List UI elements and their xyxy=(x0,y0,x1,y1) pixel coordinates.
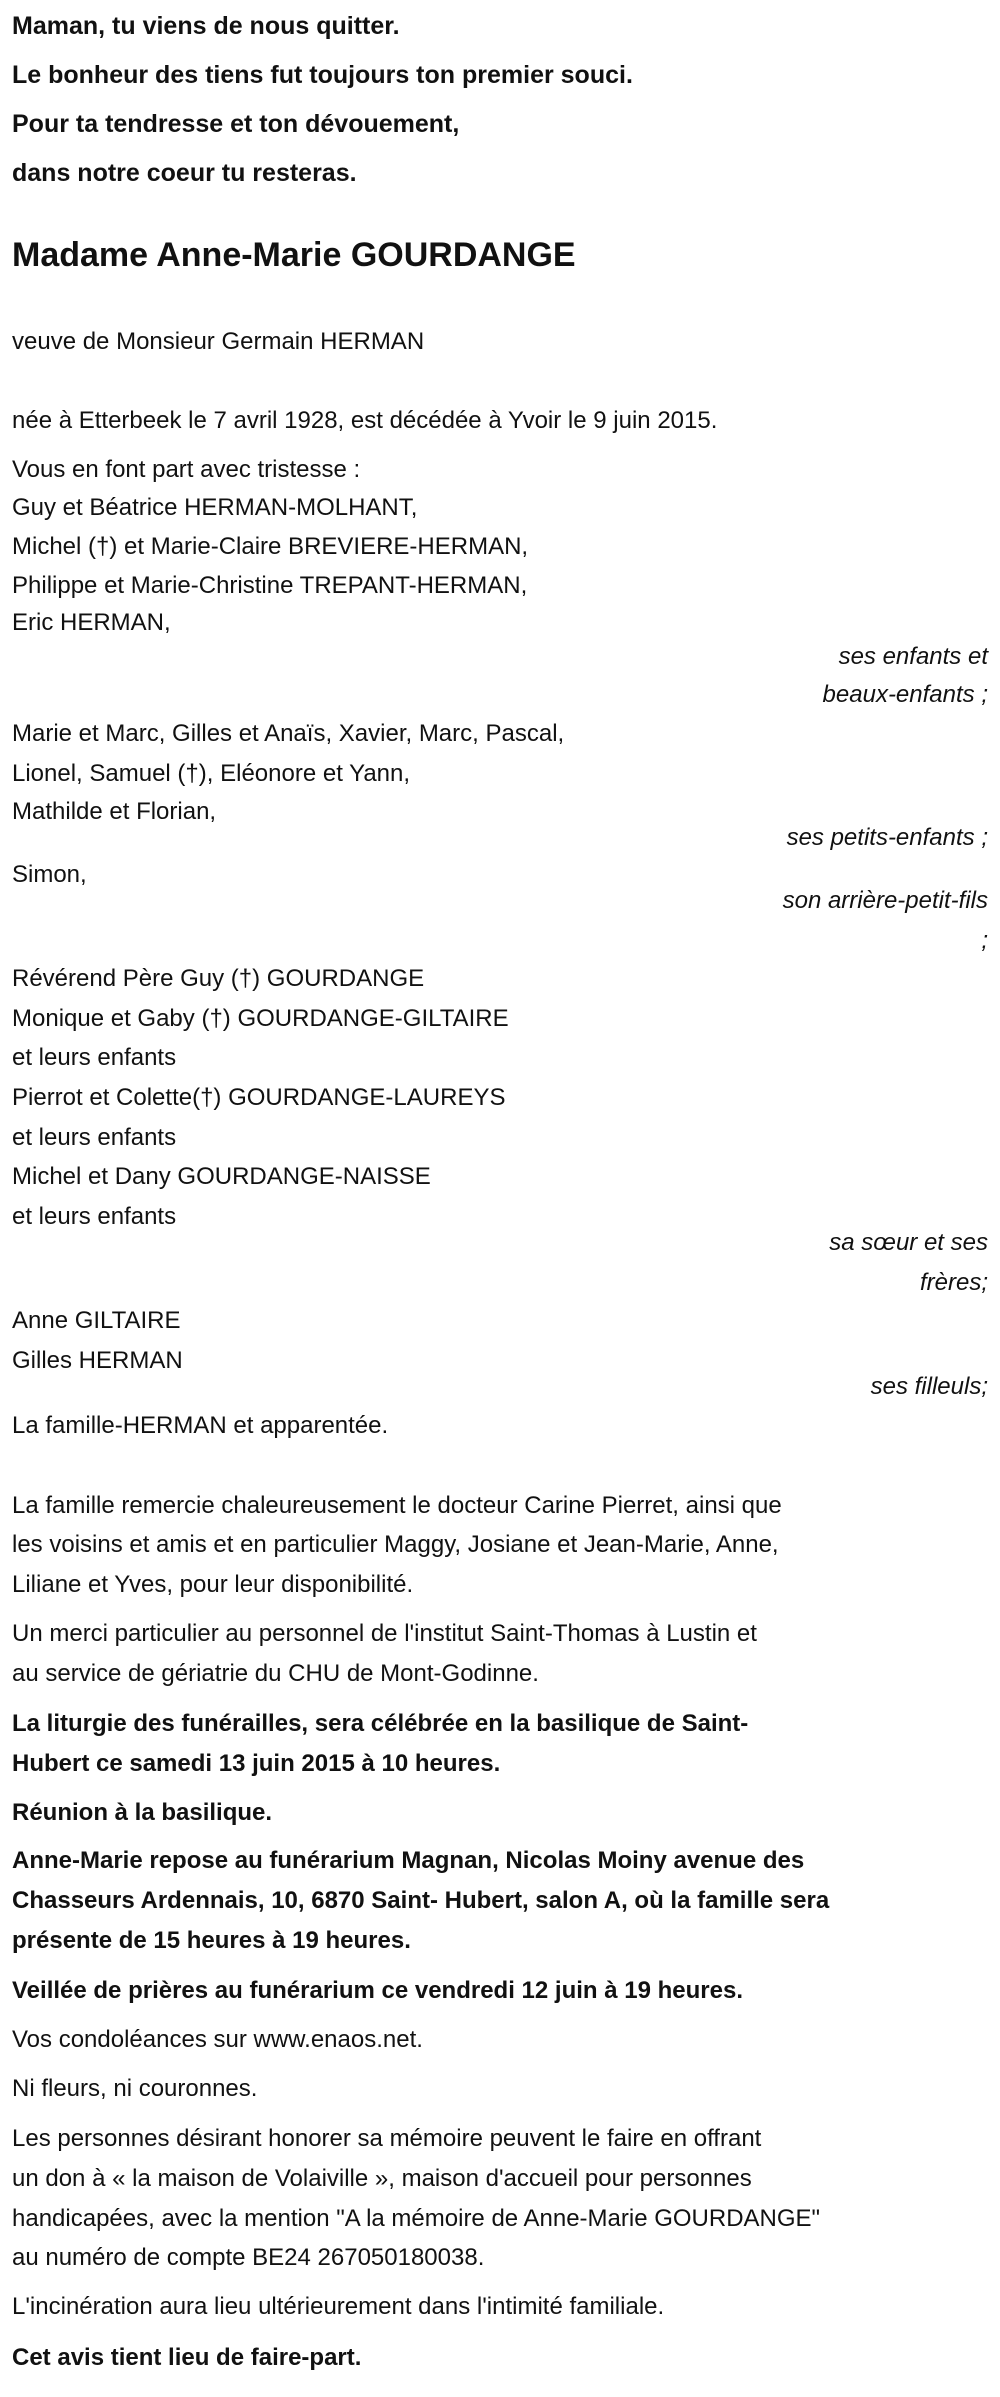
closing-line: Cet avis tient lieu de faire-part. xyxy=(12,2344,362,2371)
poem-line: Maman, tu viens de nous quitter. xyxy=(12,12,400,40)
sibling-line: Pierrot et Colette(†) GOURDANGE-LAUREYS xyxy=(12,1084,506,1111)
grandchild-line: Mathilde et Florian, xyxy=(12,798,217,825)
cremation-line: L'incinération aura lieu ultérieurement dans l'intimité familiale. xyxy=(12,2293,665,2320)
grandchild-line: Lionel, Samuel (†), Eléonore et Yann, xyxy=(12,760,411,787)
relation-label: ses filleuls; xyxy=(870,1373,988,1400)
thanks-line: Liliane et Yves, pour leur disponibilité. xyxy=(12,1571,414,1598)
poem-line: Le bonheur des tiens fut toujours ton premier souci. xyxy=(12,61,633,89)
birth-death: née à Etterbeek le 7 avril 1928, est décédée à Yvoir le 9 juin 2015. xyxy=(12,407,718,434)
child-line: Michel (†) et Marie-Claire BREVIERE-HERMAN, xyxy=(12,533,529,560)
donation-line: Les personnes désirant honorer sa mémoire peuvent le faire en offrant xyxy=(12,2125,762,2152)
thanks-line: Un merci particulier au personnel de l'institut Saint-Thomas à Lustin et xyxy=(12,1620,757,1647)
vigil-line: Veillée de prières au funérarium ce vendredi 12 juin à 19 heures. xyxy=(12,1977,743,2004)
no-flowers-line: Ni fleurs, ni couronnes. xyxy=(12,2075,258,2102)
thanks-line: La famille remercie chaleureusement le docteur Carine Pierret, ainsi que xyxy=(12,1492,782,1519)
intro: Vous en font part avec tristesse : xyxy=(12,456,361,483)
relation-label: ; xyxy=(981,927,988,954)
relation-label: beaux-enfants ; xyxy=(822,681,988,708)
sibling-line: et leurs enfants xyxy=(12,1124,177,1151)
deceased-name: Madame Anne-Marie GOURDANGE xyxy=(12,236,576,274)
poem-line: dans notre coeur tu resteras. xyxy=(12,159,357,187)
condolences-line: Vos condoléances sur www.enaos.net. xyxy=(12,2026,423,2053)
meeting-line: Réunion à la basilique. xyxy=(12,1799,273,1826)
great-grandchild: Simon, xyxy=(12,861,87,888)
child-line: Guy et Béatrice HERMAN-MOLHANT, xyxy=(12,494,418,521)
liturgy-line: Hubert ce samedi 13 juin 2015 à 10 heures. xyxy=(12,1750,501,1777)
donation-line: handicapées, avec la mention "A la mémoire de Anne-Marie GOURDANGE" xyxy=(12,2205,821,2232)
child-line: Philippe et Marie-Christine TREPANT-HERMAN, xyxy=(12,572,528,599)
repose-line: Chasseurs Ardennais, 10, 6870 Saint- Hubert, salon A, où la famille sera xyxy=(12,1887,830,1914)
godchild-line: Anne GILTAIRE xyxy=(12,1307,181,1334)
sibling-line: Monique et Gaby (†) GOURDANGE-GILTAIRE xyxy=(12,1005,509,1032)
relation-label: frères; xyxy=(919,1269,988,1296)
sibling-line: et leurs enfants xyxy=(12,1044,177,1071)
relation-label: son arrière-petit-fils xyxy=(782,887,988,914)
godchild-line: Gilles HERMAN xyxy=(12,1347,183,1374)
widow-of: veuve de Monsieur Germain HERMAN xyxy=(12,328,425,355)
repose-line: Anne-Marie repose au funérarium Magnan, Nicolas Moiny avenue des xyxy=(12,1847,805,1874)
relation-label: ses enfants et xyxy=(838,643,988,670)
repose-line: présente de 15 heures à 19 heures. xyxy=(12,1927,411,1954)
child-line: Eric HERMAN, xyxy=(12,609,171,636)
liturgy-line: La liturgie des funérailles, sera célébrée en la basilique de Saint- xyxy=(12,1710,749,1737)
thanks-line: au service de gériatrie du CHU de Mont-Godinne. xyxy=(12,1660,539,1687)
sibling-line: Michel et Dany GOURDANGE-NAISSE xyxy=(12,1163,431,1190)
sibling-line: Révérend Père Guy (†) GOURDANGE xyxy=(12,965,425,992)
relation-label: ses petits-enfants ; xyxy=(786,824,988,851)
poem-line: Pour ta tendresse et ton dévouement, xyxy=(12,110,460,138)
thanks-line: les voisins et amis et en particulier Maggy, Josiane et Jean-Marie, Anne, xyxy=(12,1531,779,1558)
donation-line: au numéro de compte BE24 267050180038. xyxy=(12,2244,485,2271)
family-line: La famille-HERMAN et apparentée. xyxy=(12,1412,389,1439)
sibling-line: et leurs enfants xyxy=(12,1203,177,1230)
grandchild-line: Marie et Marc, Gilles et Anaïs, Xavier, Marc, Pascal, xyxy=(12,720,565,747)
relation-label: sa sœur et ses xyxy=(829,1229,988,1256)
donation-line: un don à « la maison de Volaiville », maison d'accueil pour personnes xyxy=(12,2165,752,2192)
